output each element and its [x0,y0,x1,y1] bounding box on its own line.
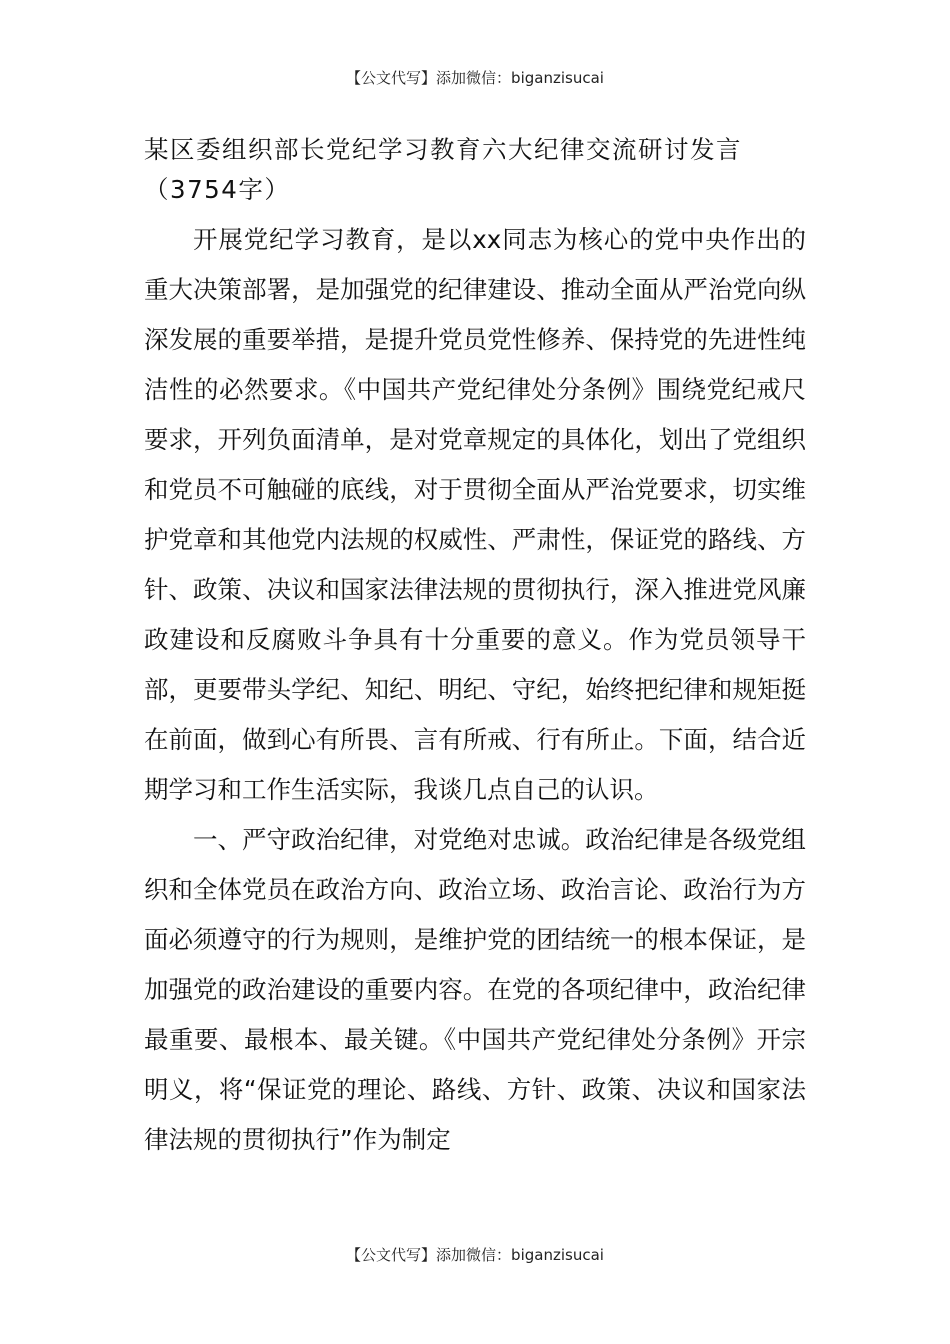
body-paragraph-political-discipline: 一、严守政治纪律，对党绝对忠诚。政治纪律是各级党组织和全体党员在政治方向、政治立场、政治言论、政治行为方面必须遵守的行为规则，是维护党的团结统一的根本保证，是加强党的政治建设的重要内容。在党的各项纪律中，政治纪律最重要、最根本、最关键。《中国共产党纪律处分条例》开宗明义，将“保证党的理论、路线、方针、政策、决议和国家法律法规的贯彻执行”作为制定 [144,825,806,1154]
document-body [144,130,806,1165]
document-title: 某区委组织部长党纪学习教育六大纪律交流研讨发言（3754字） [144,135,742,204]
body-paragraph-intro: 开展党纪学习教育，是以xx同志为核心的党中央作出的重大决策部署，是加强党的纪律建设、推动全面从严治党向纵深发展的重要举措，是提升党员党性修养、保持党的先进性纯洁性的必然要求。《中国共产党纪律处分条例》围绕党纪戒尺要求，开列负面清单，是对党章规定的具体化，划出了党组织和党员不可触碰的底线，对于贯彻全面从严治党要求，切实维护党章和其他党内法规的权威性、严肃性，保证党的路线、方针、政策、决议和国家法律法规的贯彻执行，深入推进党风廉政建设和反腐败斗争具有十分重要的意义。作为党员领导干部，更要带头学纪、知纪、明纪、守纪，始终把纪律和规矩挺在前面，做到心有所畏、言有所戒、行有所止。下面，结合近期学习和工作生活实际，我谈几点自己的认识。 [144,225,806,804]
page-footer: 【公文代写】添加微信：biganzisucai [346,1246,604,1264]
page-header: 【公文代写】添加微信：biganzisucai [346,69,604,87]
